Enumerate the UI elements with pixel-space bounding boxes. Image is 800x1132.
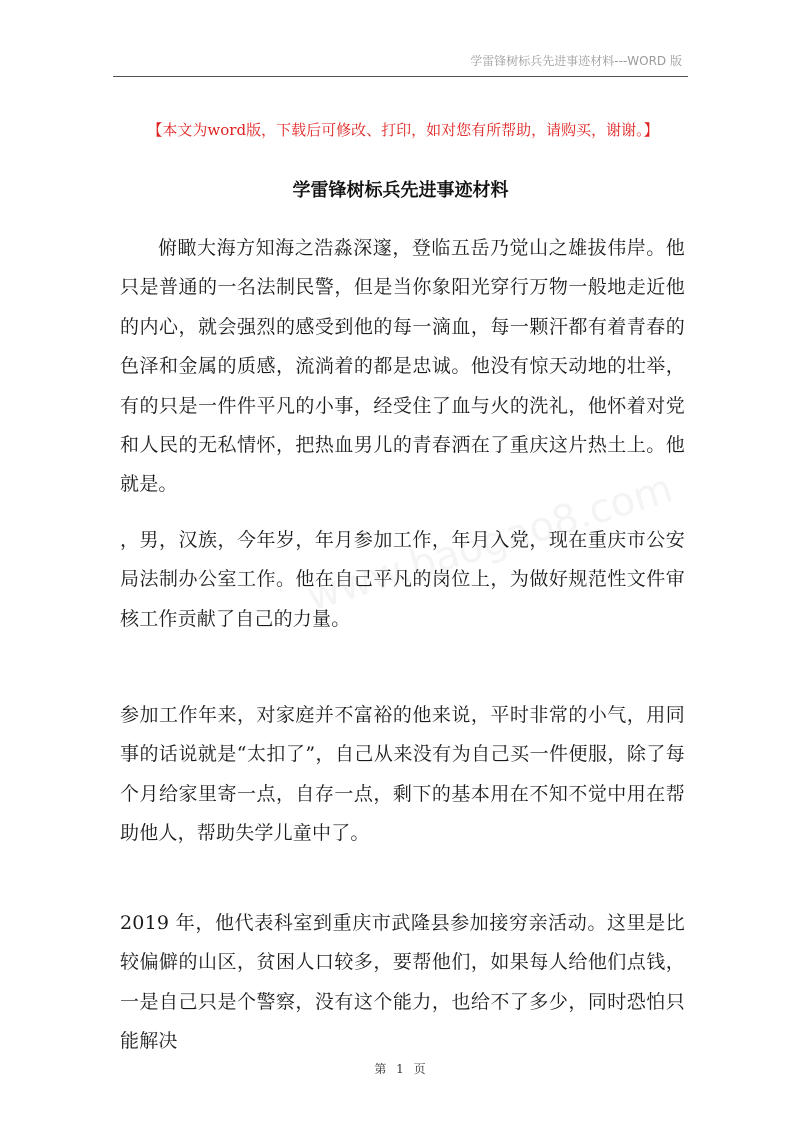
document-title: 学雷锋树标兵先进事迹材料 (292, 180, 509, 201)
page-suffix: 页 (413, 1062, 426, 1076)
paragraph-4: 2019 年，他代表科室到重庆市武隆县参加接穷亲活动。这里是比较偏僻的山区，贫困人口较多，要帮他们，如果每人给他们点钱，一是自己只是个警察，没有这个能力，也给不了多少，同时恐怕只能解决 (120, 912, 685, 1053)
purchase-notice: 【本文为word版，下载后可修改、打印，如对您有所帮助，请购买，谢谢。】 (147, 121, 659, 139)
paragraph-2: ，男，汉族，今年岁，年月参加工作，年月入党，现在重庆市公安局法制办公室工作。他在自己平凡的岗位上，为做好规范性文件审核工作贡献了自己的力量。 (120, 529, 685, 630)
header-divider (113, 76, 688, 77)
paragraph-1: 俯瞰大海方知海之浩淼深邃，登临五岳乃觉山之雄拔伟岸。他只是普通的一名法制民警，但是当你象阳光穿行万物一般地走近他的内心，就会强烈的感受到他的每一滴血，每一颗汗都有着青春的色泽和金属的质感，流淌着的都是忠诚。他没有惊天动地的壮举，有的只是一件件平凡的小事，经受住了血与火的洗礼，他怀着对党和人民的无私情怀，把热血男儿的青春洒在了重庆这片热土上。他就是。 (120, 237, 685, 496)
paragraph-3: 参加工作年来，对家庭并不富裕的他来说，平时非常的小气，用同事的话说就是“太扣了”，自己从来没有为自己买一件便服，除了每个月给家里寄一点，自存一点，剩下的基本用在不知不觉中用在帮助他人，帮助失学儿童中了。 (120, 704, 685, 845)
page-number: 1 (396, 1062, 404, 1076)
running-header: 学雷锋树标兵先进事迹材料---WORD 版 (470, 54, 682, 68)
page-footer (0, 1060, 800, 1077)
page-prefix: 第 (374, 1062, 387, 1076)
